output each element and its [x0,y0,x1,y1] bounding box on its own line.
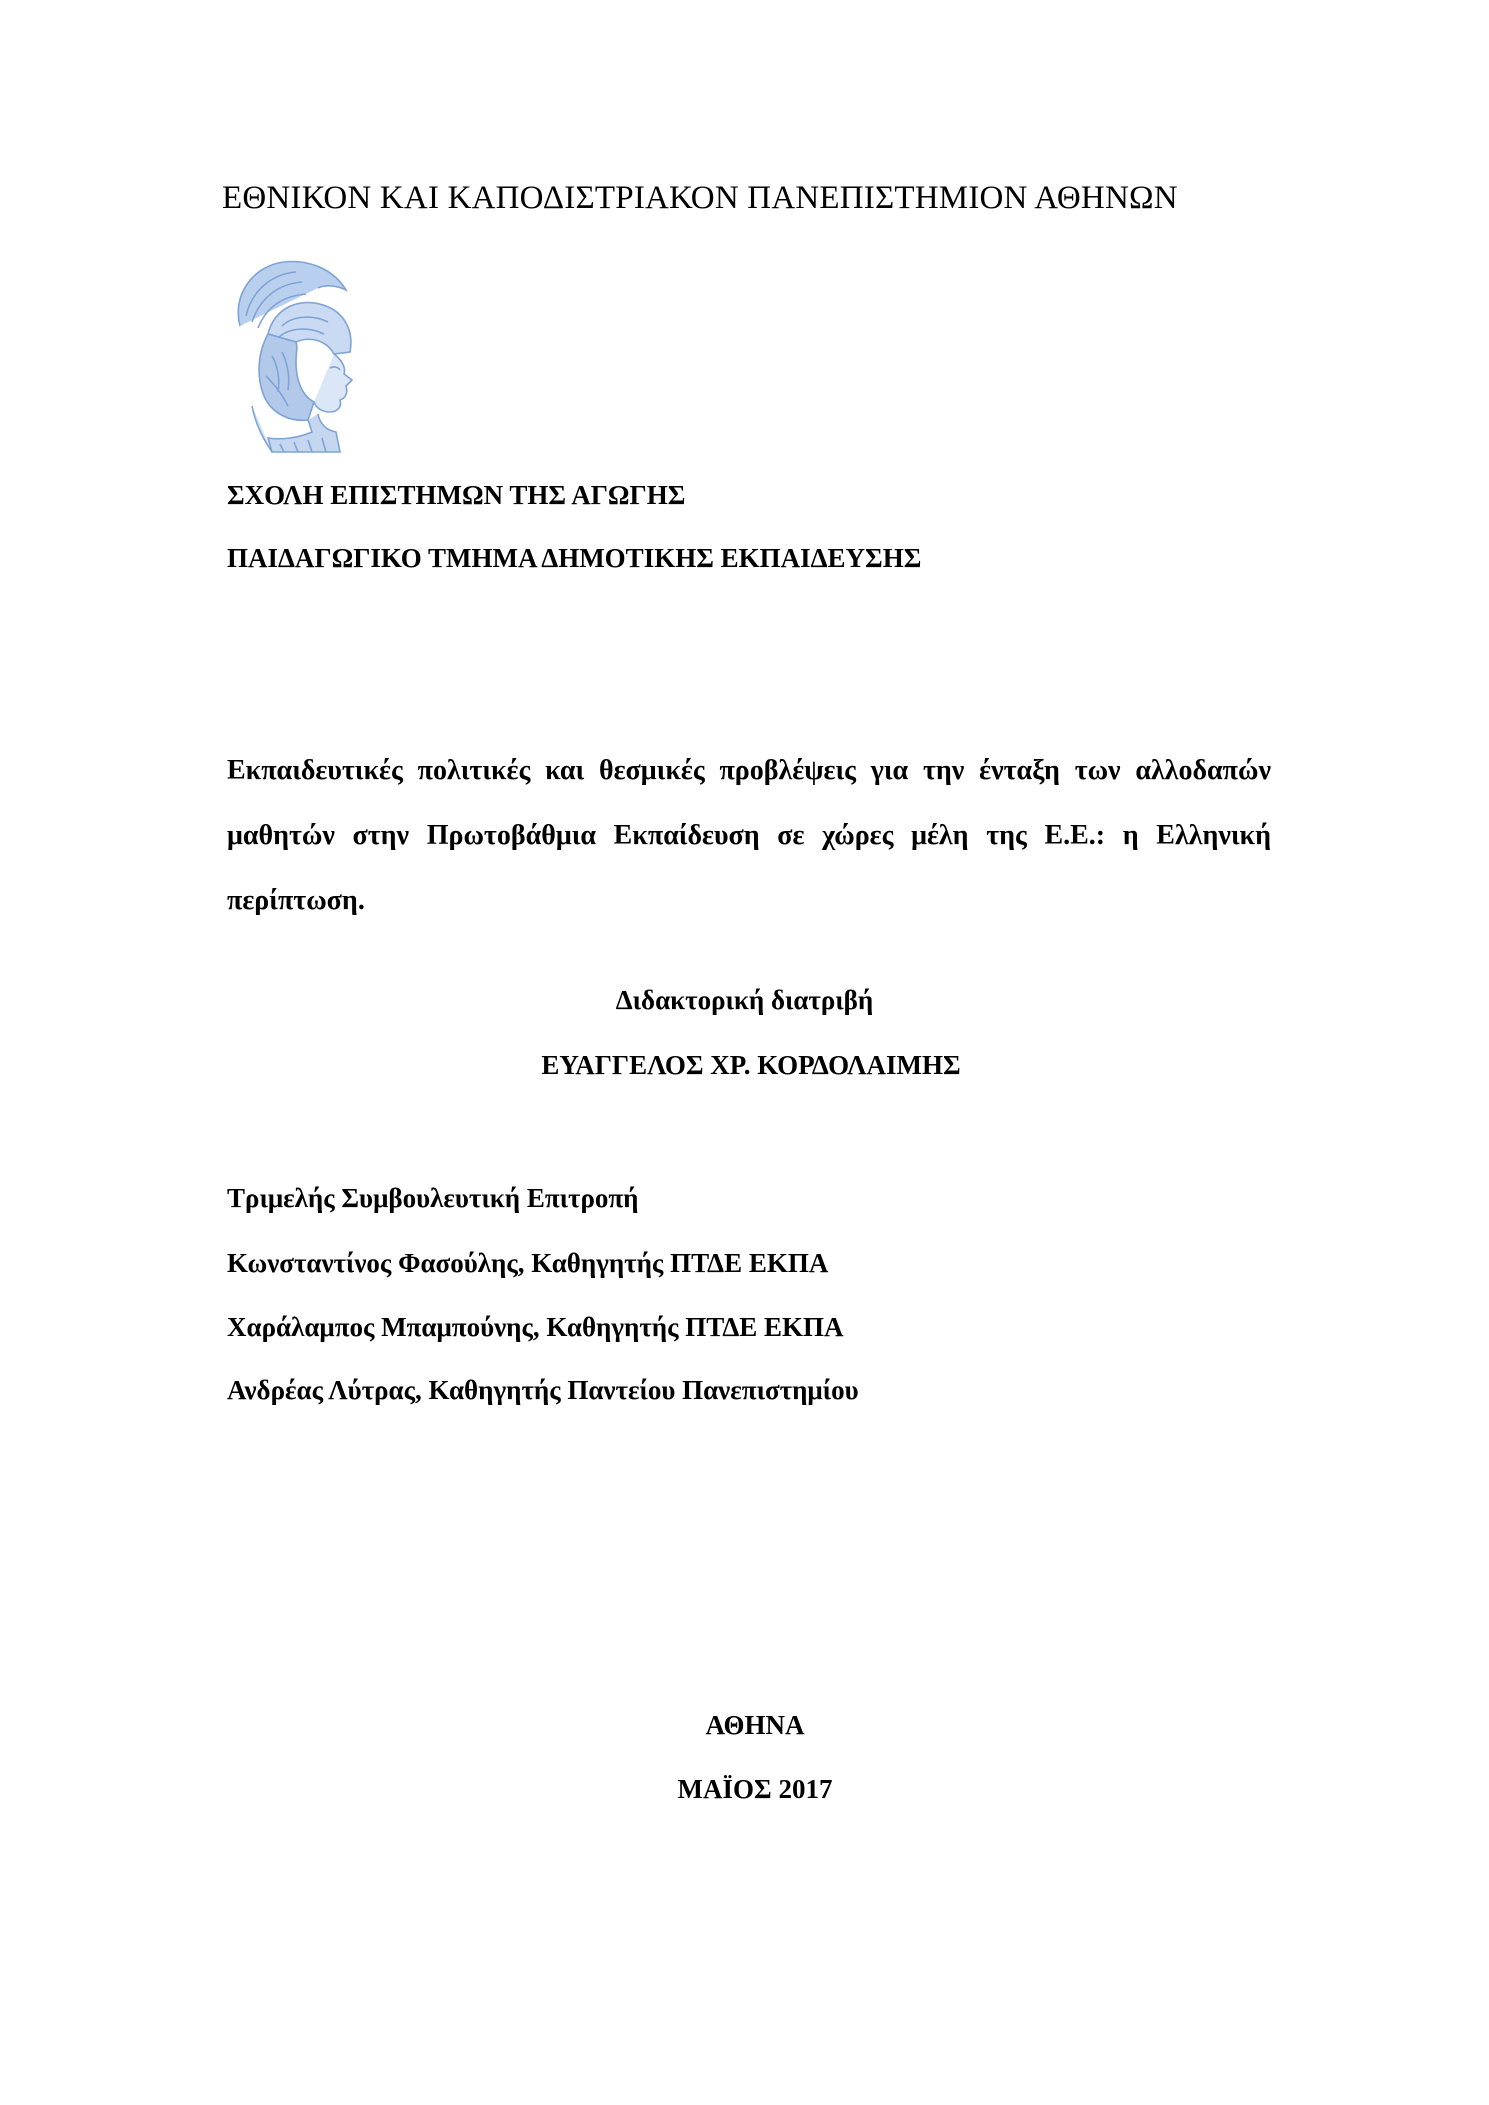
thesis-title: Εκπαιδευτικές πολιτικές και θεσμικές προβλέψεις για την ένταξη των αλλοδαπών μαθητών στην Πρωτοβάθμια Εκπαίδευση σε χώρες μέλη της Ε.Ε.: η Ελληνική περίπτωση. [227,755,1271,916]
thesis-type: Διδακτορική διατριβή [615,985,874,1015]
committee-member: Ανδρέας Λύτρας, Καθηγητής Παντείου Πανεπιστημίου [227,1375,859,1405]
date: ΜΑΪΟΣ 2017 [677,1774,833,1804]
university-name: ΕΘΝΙΚΟΝ ΚΑΙ ΚΑΠΟΔΙΣΤΡΙΑΚΟΝ ΠΑΝΕΠΙΣΤΗΜΙΟΝ ΑΘΗΝΩΝ [222,180,1178,216]
department-name: ΠΑΙΔΑΓΩΓΙΚΟ ΤΜΗΜΑ ΔΗΜΟΤΙΚΗΣ ΕΚΠΑΙΔΕΥΣΗΣ [227,543,922,573]
committee-member: Κωνσταντίνος Φασούλης, Καθηγητής ΠΤΔΕ ΕΚΠΑ [227,1248,829,1278]
school-name: ΣΧΟΛΗ ΕΠΙΣΤΗΜΩΝ ΤΗΣ ΑΓΩΓΗΣ [227,480,686,510]
committee-heading: Τριμελής Συμβουλευτική Επιτροπή [227,1183,639,1213]
athena-head-logo-icon [222,256,372,456]
city: ΑΘΗΝΑ [705,1710,805,1740]
author-name: ΕΥΑΓΓΕΛΟΣ ΧΡ. ΚΟΡΔΟΛΑΙΜΗΣ [541,1050,961,1080]
committee-member: Χαράλαμπος Μπαμπούνης, Καθηγητής ΠΤΔΕ ΕΚΠΑ [227,1312,844,1342]
